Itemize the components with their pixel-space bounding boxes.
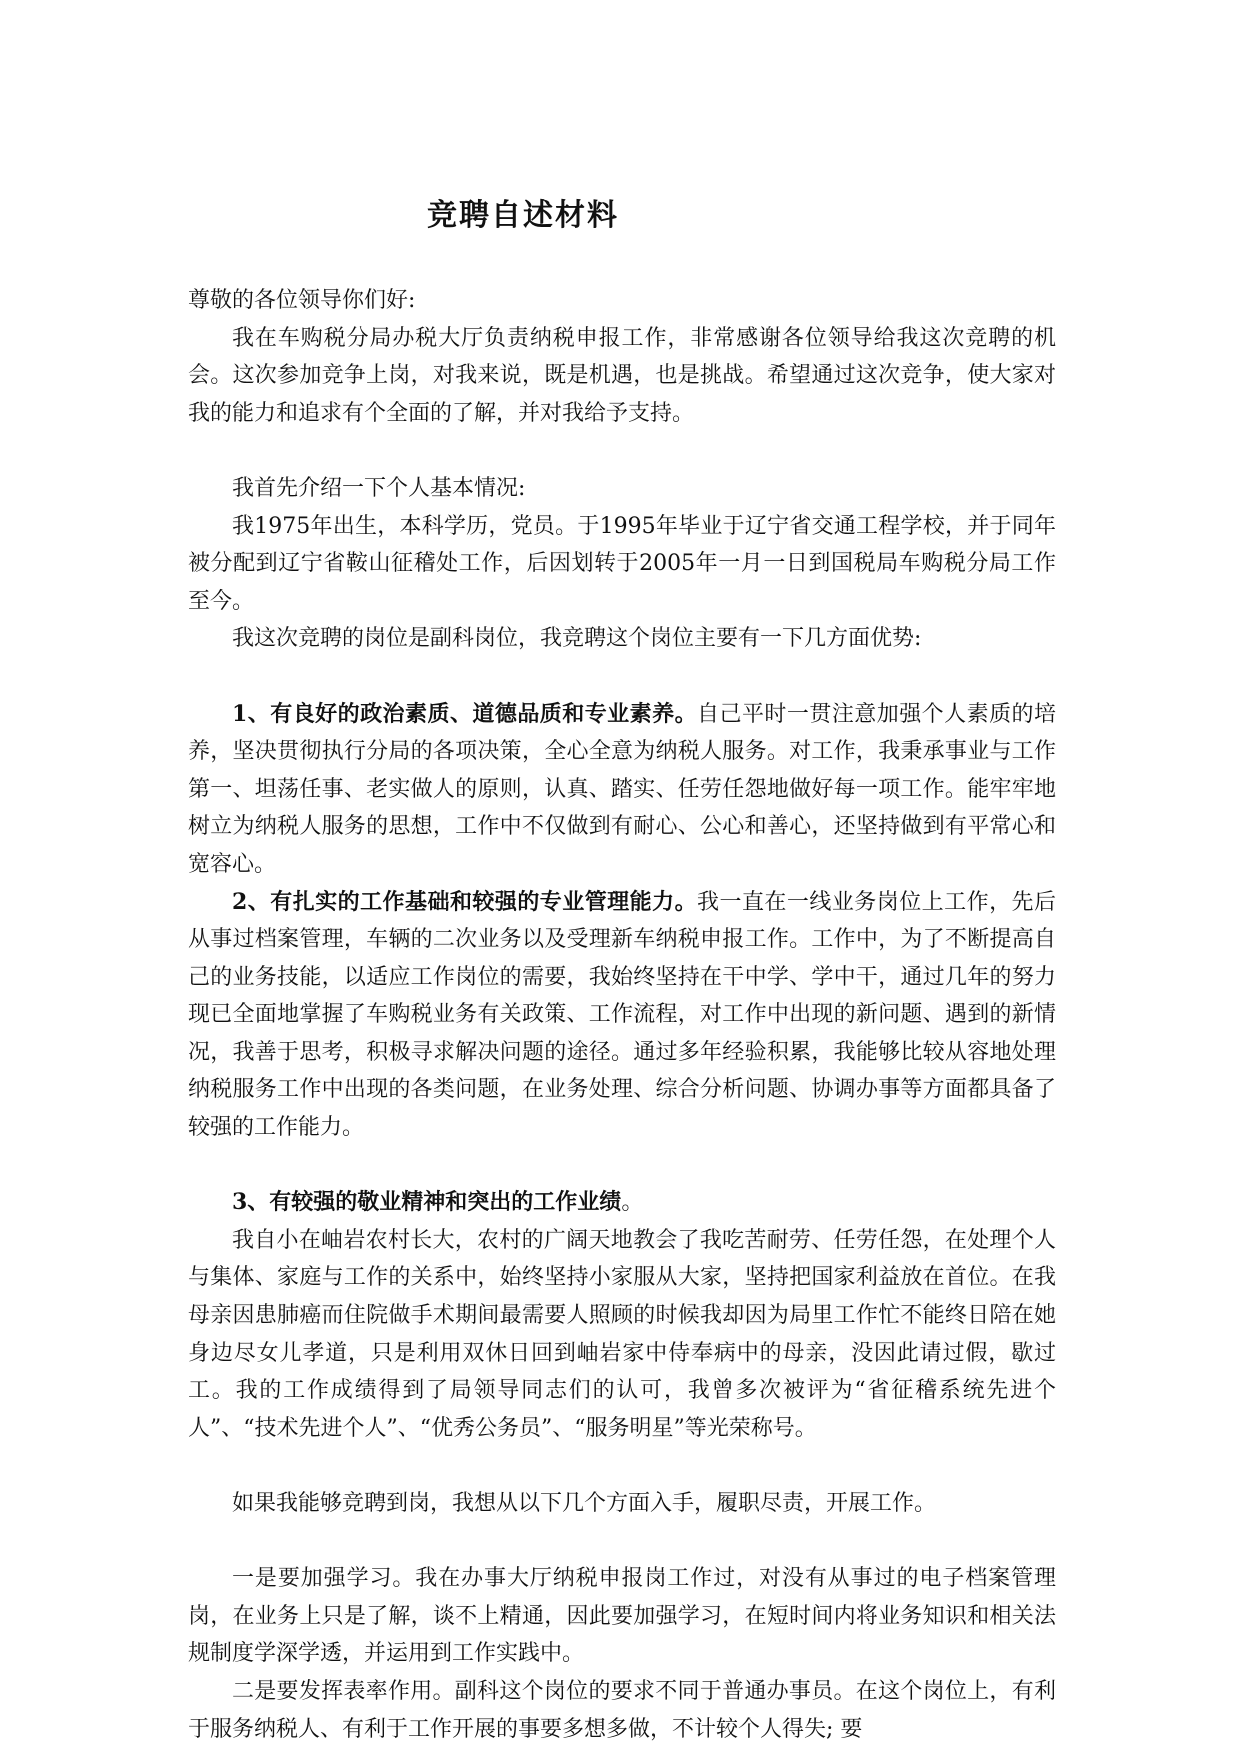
paragraph-plan-1: 一是要加强学习。我在办事大厅纳税申报岗工作过，对没有从事过的电子档案管理岗，在业务上只是了解，谈不上精通，因此要加强学习，在短时间内将业务知识和相关法规制度学深学透，并运用到工作实践中。 (188, 1566, 1056, 1667)
paragraph-advantage-1 (188, 696, 1056, 884)
document-title: 竞聘自述材料 (427, 198, 619, 233)
paragraph-position: 我这次竞聘的岗位是副科岗位，我竞聘这个岗位主要有一下几方面优势: (232, 626, 922, 652)
paragraph-plan-2: 二是要发挥表率作用。副科这个岗位的要求不同于普通办事员。在这个岗位上，有利于服务纳税人、有利于工作开展的事要多想多做，不计较个人得失; 要 (188, 1678, 1056, 1742)
paragraph-plan-intro: 如果我能够竞聘到岗，我想从以下几个方面入手，履职尽责，开展工作。 (232, 1491, 937, 1516)
paragraph-gap (188, 432, 1056, 470)
paragraph-intro: 我在车购税分局办税大厅负责纳税申报工作，非常感谢各位领导给我这次竞聘的机会。这次参加竞争上岗，对我来说，既是机遇，也是挑战。希望通过这次竞争，使大家对我的能力和追求有个全面的了解，并对我给予支持。 (188, 325, 1056, 426)
advantage-2-heading: 2、有扎实的工作基础和较强的专业管理能力。 (232, 888, 698, 915)
paragraph-advantage-3: 我自小在岫岩农村长大，农村的广阔天地教会了我吃苦耐劳、任劳任怨，在处理个人与集体、家庭与工作的关系中，始终坚持小家服从大家，坚持把国家利益放在首位。在我母亲因患肺癌而住院做手术期间最需要人照顾的时候我却因为局里工作忙不能终日陪在她身边尽女儿孝道，只是利用双休日回到岫岩家中侍奉病中的母亲，没因此请过假，歇过工。我的工作成绩得到了局领导同志们的认可，我曾多次被评为“省征稽系统先进个人”、“技术先进个人”、“优秀公务员”、“服务明星”等光荣称号。 (188, 1227, 1056, 1441)
paragraph-gap (188, 1447, 1056, 1485)
paragraph-basic-info: 我1975年出生，本科学历，党员。于1995年毕业于辽宁省交通工程学校，并于同年被分配到辽宁省鞍山征稽处工作，后因划转于2005年一月一日到国税局车购税分局工作至今。 (188, 513, 1056, 614)
paragraph-advantage-2 (188, 884, 1056, 1147)
advantage-3-heading: 3、有较强的敬业精神和突出的工作业绩 (232, 1189, 622, 1216)
advantage-2-text: 我一直在一线业务岗位上工作，先后从事过档案管理，车辆的二次业务以及受理新车纳税申报工作。工作中，为了不断提高自己的业务技能，以适应工作岗位的需要，我始终坚持在干中学、学中干，通过几年的努力现已全面地掌握了车购税业务有关政策、工作流程，对工作中出现的新问题、遇到的新情况，我善于思考，积极寻求解决问题的途径。通过多年经验积累，我能够比较从容地处理纳税服务工作中出现的各类问题，在业务处理、综合分析问题、协调办事等方面都具备了较强的工作能力。 (188, 889, 1056, 1141)
advantage-1-text: 自己平时一贯注意加强个人素质的培养，坚决贯彻执行分局的各项决策，全心全意为纳税人服务。对工作，我秉承事业与工作第一、坦荡任事、老实做人的原则，认真、踏实、任劳任怨地做好每一项工作。能牢牢地树立为纳税人服务的思想，工作中不仅做到有耐心、公心和善心，还坚持做到有平常心和宽容心。 (188, 701, 1056, 877)
paragraph-basic-info-heading: 我首先介绍一下个人基本情况: (232, 475, 526, 501)
document-body (188, 282, 1056, 1748)
salutation: 尊敬的各位领导你们好: (188, 288, 416, 313)
advantage-3-period: 。 (621, 1190, 644, 1216)
paragraph-gap (188, 1147, 1056, 1185)
paragraph-advantage-3-heading (188, 1184, 1056, 1222)
paragraph-gap (188, 1523, 1056, 1561)
paragraph-gap (188, 658, 1056, 696)
advantage-1-heading: 1、有良好的政治素质、道德品质和专业素养。 (232, 700, 698, 727)
